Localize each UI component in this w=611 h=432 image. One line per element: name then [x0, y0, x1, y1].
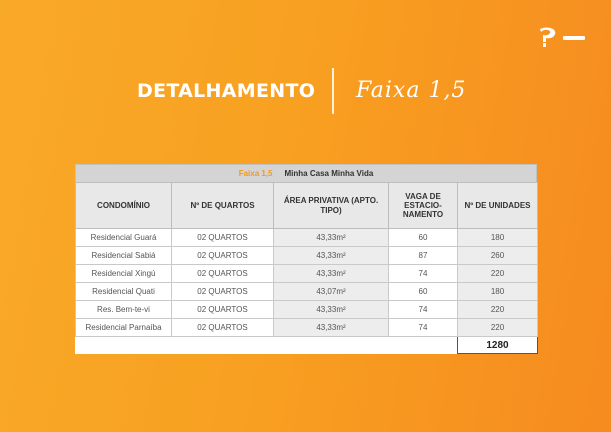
- cell-condominio: Res. Bem-te-vi: [76, 301, 172, 319]
- table-row: [76, 247, 538, 265]
- table-row: [76, 229, 538, 247]
- cell-condominio: Residencial Parnaíba: [76, 319, 172, 337]
- cell-area: 43,33m²: [274, 247, 389, 265]
- cell-quartos: 02 QUARTOS: [172, 247, 274, 265]
- units-table: [75, 164, 537, 354]
- cell-vaga: 60: [389, 283, 458, 301]
- column-header-condominio: CONDOMÍNIO: [76, 183, 172, 229]
- cell-area: 43,33m²: [274, 265, 389, 283]
- table-header-row: [76, 183, 538, 229]
- cell-unidades: 180: [458, 283, 538, 301]
- caption-program: Minha Casa Minha Vida: [284, 169, 374, 178]
- brand-logo-bar: [563, 36, 585, 40]
- brand-logo-icon: [537, 26, 557, 48]
- page-header: [137, 68, 467, 114]
- column-header-area: ÁREA PRIVATIVA (APTO. TIPO): [274, 183, 389, 229]
- cell-unidades: 220: [458, 301, 538, 319]
- column-header-unidades: Nº DE UNIDADES: [458, 183, 538, 229]
- cell-condominio: Residencial Xingú: [76, 265, 172, 283]
- table-row: [76, 265, 538, 283]
- cell-quartos: 02 QUARTOS: [172, 229, 274, 247]
- table-row: [76, 319, 538, 337]
- cell-unidades: 220: [458, 319, 538, 337]
- cell-condominio: Residencial Guará: [76, 229, 172, 247]
- total-value: 1280: [458, 337, 538, 354]
- brand-logo: [537, 26, 587, 48]
- cell-area: 43,33m²: [274, 229, 389, 247]
- cell-quartos: 02 QUARTOS: [172, 319, 274, 337]
- cell-area: 43,33m²: [274, 319, 389, 337]
- page-title: DETALHAMENTO: [137, 80, 316, 102]
- caption-faixa: Faixa 1,5: [238, 169, 273, 178]
- cell-vaga: 60: [389, 229, 458, 247]
- cell-area: 43,07m²: [274, 283, 389, 301]
- table-caption: [75, 164, 537, 182]
- cell-unidades: 180: [458, 229, 538, 247]
- table-row: [76, 301, 538, 319]
- cell-unidades: 260: [458, 247, 538, 265]
- cell-quartos: 02 QUARTOS: [172, 283, 274, 301]
- total-row: [76, 337, 538, 354]
- cell-vaga: 87: [389, 247, 458, 265]
- page-subtitle: Faixa 1,5: [356, 78, 467, 103]
- cell-vaga: 74: [389, 301, 458, 319]
- column-header-vaga: VAGA DE ESTACIO- NAMENTO: [389, 183, 458, 229]
- table-row: [76, 283, 538, 301]
- cell-quartos: 02 QUARTOS: [172, 301, 274, 319]
- cell-area: 43,33m²: [274, 301, 389, 319]
- cell-condominio: Residencial Sabiá: [76, 247, 172, 265]
- column-header-quartos: Nº DE QUARTOS: [172, 183, 274, 229]
- total-label: TOTAL UNIDADE: [402, 342, 453, 349]
- cell-unidades: 220: [458, 265, 538, 283]
- cell-vaga: 74: [389, 319, 458, 337]
- cell-quartos: 02 QUARTOS: [172, 265, 274, 283]
- header-divider: [332, 68, 334, 114]
- cell-vaga: 74: [389, 265, 458, 283]
- cell-condominio: Residencial Quati: [76, 283, 172, 301]
